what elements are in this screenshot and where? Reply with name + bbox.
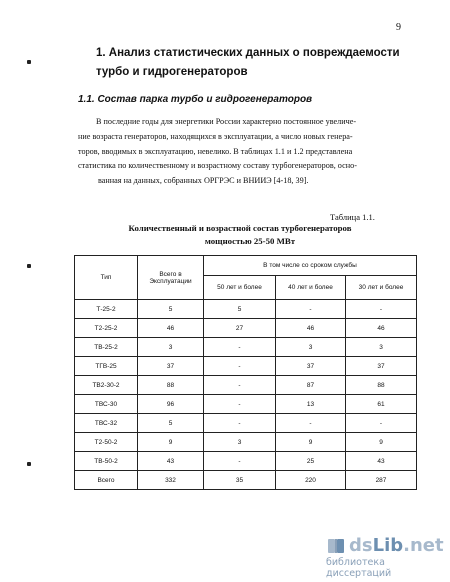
cell-40: 87 xyxy=(276,376,346,395)
header-30-years: 30 лет и более xyxy=(346,276,417,300)
watermark-logo xyxy=(326,536,444,556)
book-logo-icon xyxy=(326,536,346,556)
table-row xyxy=(75,395,417,414)
cell-type: Т-25-2 xyxy=(75,300,138,319)
paragraph-line: В последние годы для энергетики России характерно постоянное увеличе- xyxy=(96,117,357,126)
cell-40: - xyxy=(276,414,346,433)
cell-type: Всего xyxy=(75,471,138,490)
cell-50: - xyxy=(204,338,276,357)
cell-total: 88 xyxy=(138,376,204,395)
cell-40: 46 xyxy=(276,319,346,338)
cell-50: - xyxy=(204,395,276,414)
cell-total: 96 xyxy=(138,395,204,414)
cell-40: - xyxy=(276,300,346,319)
section-heading-line-2: турбо и гидрогенераторов xyxy=(96,66,248,78)
cell-type: Т2-50-2 xyxy=(75,433,138,452)
table-total-row xyxy=(75,471,417,490)
section-heading xyxy=(96,44,416,82)
table-row xyxy=(75,338,417,357)
cell-40: 13 xyxy=(276,395,346,414)
cell-40: 25 xyxy=(276,452,346,471)
table-title-line-1: Количественный и возрастной состав турбогенераторов xyxy=(128,223,352,233)
cell-total: 37 xyxy=(138,357,204,376)
cell-50: - xyxy=(204,357,276,376)
cell-type: ТГВ-25 xyxy=(75,357,138,376)
cell-40: 9 xyxy=(276,433,346,452)
cell-30: 37 xyxy=(346,357,417,376)
table-title-line-2: мощностью 25-50 МВт xyxy=(204,236,296,246)
binding-hole-mark xyxy=(27,264,31,268)
cell-type: Т2-25-2 xyxy=(75,319,138,338)
cell-50: 35 xyxy=(204,471,276,490)
wordmark-net: .net xyxy=(403,535,444,556)
cell-total: 332 xyxy=(138,471,204,490)
cell-30: 9 xyxy=(346,433,417,452)
header-service-life-group: В том числе со сроком службы xyxy=(204,256,417,276)
header-type: Тип xyxy=(75,256,138,300)
cell-50: - xyxy=(204,376,276,395)
cell-30: 43 xyxy=(346,452,417,471)
cell-40: 37 xyxy=(276,357,346,376)
cell-total: 3 xyxy=(138,338,204,357)
header-40-years: 40 лет и более xyxy=(276,276,346,300)
watermark-wordmark xyxy=(349,536,444,556)
cell-30: 88 xyxy=(346,376,417,395)
cell-30: 46 xyxy=(346,319,417,338)
table-row xyxy=(75,414,417,433)
cell-total: 5 xyxy=(138,414,204,433)
cell-30: - xyxy=(346,300,417,319)
cell-type: ТВС-32 xyxy=(75,414,138,433)
cell-50: - xyxy=(204,414,276,433)
cell-type: ТВ-50-2 xyxy=(75,452,138,471)
cell-type: ТВ-25-2 xyxy=(75,338,138,357)
cell-total: 43 xyxy=(138,452,204,471)
binding-hole-mark xyxy=(27,60,31,64)
paragraph-line: ние возраста генераторов, находящихся в эксплуатации, а число новых генера- xyxy=(78,131,353,141)
table-row xyxy=(75,300,417,319)
cell-total: 9 xyxy=(138,433,204,452)
table-row xyxy=(75,357,417,376)
table-row xyxy=(75,452,417,471)
cell-30: 287 xyxy=(346,471,417,490)
cell-50: - xyxy=(204,452,276,471)
cell-40: 220 xyxy=(276,471,346,490)
paragraph-line: ванная на данных, собранных ОРГРЭС и ВНИИЭ [4-18, 39]. xyxy=(98,176,309,186)
header-total: Всего в Эксплуатации xyxy=(138,256,204,300)
cell-50: 3 xyxy=(204,433,276,452)
table-row xyxy=(75,376,417,395)
watermark-caption: библиотека диссертаций xyxy=(326,557,392,579)
binding-hole-mark xyxy=(27,462,31,466)
cell-50: 27 xyxy=(204,319,276,338)
paragraph-line: статистика по количественному и возрастному составу турбогенераторов, осно- xyxy=(78,161,357,171)
wordmark-lib: Lib xyxy=(372,535,404,556)
wordmark-ds: ds xyxy=(349,535,373,556)
watermark xyxy=(326,536,444,579)
table-caption: Таблица 1.1. xyxy=(330,212,375,222)
data-table xyxy=(74,255,417,490)
body-paragraph xyxy=(78,115,357,189)
cell-40: 3 xyxy=(276,338,346,357)
cell-type: ТВС-30 xyxy=(75,395,138,414)
table-row xyxy=(75,319,417,338)
subsection-heading: 1.1. Состав парка турбо и гидрогенераторов xyxy=(78,94,313,105)
page-number: 9 xyxy=(396,22,401,33)
cell-total: 46 xyxy=(138,319,204,338)
section-heading-line-1: 1. Анализ статистических данных о повреждаемости xyxy=(96,47,400,59)
cell-30: 3 xyxy=(346,338,417,357)
cell-total: 5 xyxy=(138,300,204,319)
table-row xyxy=(75,433,417,452)
cell-30: - xyxy=(346,414,417,433)
cell-50: 5 xyxy=(204,300,276,319)
cell-30: 61 xyxy=(346,395,417,414)
paragraph-line: торов, вводимых в эксплуатацию, невелико. В таблицах 1.1 и 1.2 представлена xyxy=(78,146,353,156)
header-50-years: 50 лет и более xyxy=(204,276,276,300)
cell-type: ТВ2-30-2 xyxy=(75,376,138,395)
